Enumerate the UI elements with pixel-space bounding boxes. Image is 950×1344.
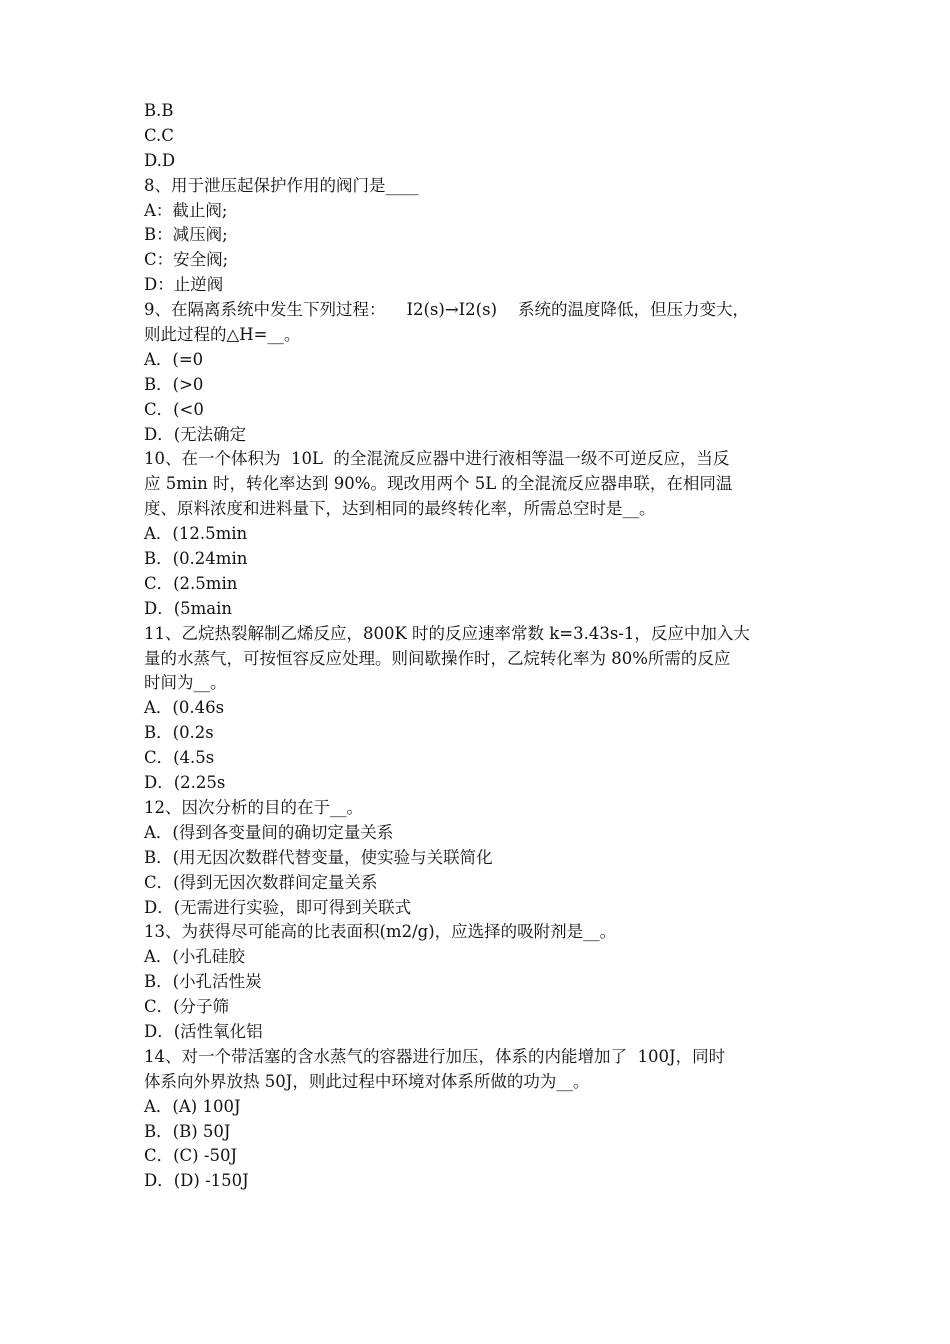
- question-10-stem: 10、在一个体积为 10L 的全混流反应器中进行液相等温一级不可逆反应，当反: [144, 449, 730, 469]
- question-13-option-a: A．(小孔硅胶: [144, 947, 245, 967]
- option-line: C.C: [144, 125, 174, 145]
- question-14-stem: 14、对一个带活塞的含水蒸气的容器进行加压，体系的内能增加了 100J，同时: [144, 1046, 726, 1066]
- question-11-option-d: D．(2.25s: [144, 773, 226, 793]
- question-14-option-b: B．(B) 50J: [144, 1121, 231, 1141]
- question-9-option-a: A．(=0: [144, 349, 204, 369]
- question-13-option-d: D．(活性氧化铝: [144, 1021, 263, 1041]
- question-12-option-d: D．(无需进行实验，即可得到关联式: [144, 897, 412, 917]
- question-14-stem-cont: 体系向外界放热 50J，则此过程中环境对体系所做的功为__。: [144, 1071, 590, 1091]
- question-11-option-c: C．(4.5s: [144, 748, 215, 768]
- question-9-option-c: C．(<0: [144, 399, 204, 419]
- question-10-option-d: D．(5main: [144, 598, 233, 618]
- question-12-option-b: B．(用无因次数群代替变量，使实验与关联简化: [144, 847, 493, 867]
- question-12-option-c: C．(得到无因次数群间定量关系: [144, 872, 378, 892]
- question-14-option-d: D．(D) -150J: [144, 1171, 249, 1191]
- question-11-stem-cont: 时间为__。: [144, 673, 227, 693]
- question-10-option-c: C．(2.5min: [144, 573, 238, 593]
- question-9-option-d: D．(无法确定: [144, 424, 247, 444]
- question-10-option-a: A．(12.5min: [144, 524, 248, 544]
- question-13-option-b: B．(小孔活性炭: [144, 972, 262, 992]
- question-13-stem: 13、为获得尽可能高的比表面积(m2/g)，应选择的吸附剂是__。: [144, 922, 617, 942]
- question-10-stem-cont: 度、原料浓度和进料量下，达到相同的最终转化率，所需总空时是__。: [144, 499, 656, 519]
- question-12-option-a: A．(得到各变量间的确切定量关系: [144, 822, 394, 842]
- question-9-option-b: B．(>0: [144, 374, 204, 394]
- question-11-option-a: A．(0.46s: [144, 698, 225, 718]
- question-14-option-c: C．(C) -50J: [144, 1146, 238, 1166]
- question-9-stem-cont: 则此过程的△H=__。: [144, 325, 301, 345]
- question-14-option-a: A．(A) 100J: [144, 1096, 241, 1116]
- question-8-stem: 8、用于泄压起保护作用的阀门是____: [144, 175, 419, 195]
- question-11-stem-cont: 量的水蒸气，可按恒容反应处理。则间歇操作时，乙烷转化率为 80%所需的反应: [144, 648, 731, 668]
- question-12-stem: 12、因次分析的目的在于__。: [144, 797, 363, 817]
- question-8-option-d: D：止逆阀: [144, 275, 224, 295]
- question-11-option-b: B．(0.2s: [144, 723, 214, 743]
- question-8-option-c: C：安全阀;: [144, 250, 229, 270]
- document-page: [144, 99, 814, 1194]
- question-13-option-c: C．(分子筛: [144, 997, 230, 1017]
- question-9-stem: 9、在隔离系统中发生下列过程： I2(s)→I2(s) 系统的温度降低，但压力变大，: [144, 300, 749, 320]
- question-8-option-a: A：截止阀;: [144, 200, 228, 220]
- question-8-option-b: B：减压阀;: [144, 225, 228, 245]
- question-11-stem: 11、乙烷热裂解制乙烯反应，800K 时的反应速率常数 k=3.43s-1，反应中加入大: [144, 623, 750, 643]
- option-line: B.B: [144, 101, 174, 120]
- question-10-option-b: B．(0.24min: [144, 549, 248, 569]
- question-10-stem-cont: 应 5min 时，转化率达到 90%。现改用两个 5L 的全混流反应器串联，在相同温: [144, 474, 733, 494]
- option-line: D.D: [144, 150, 176, 170]
